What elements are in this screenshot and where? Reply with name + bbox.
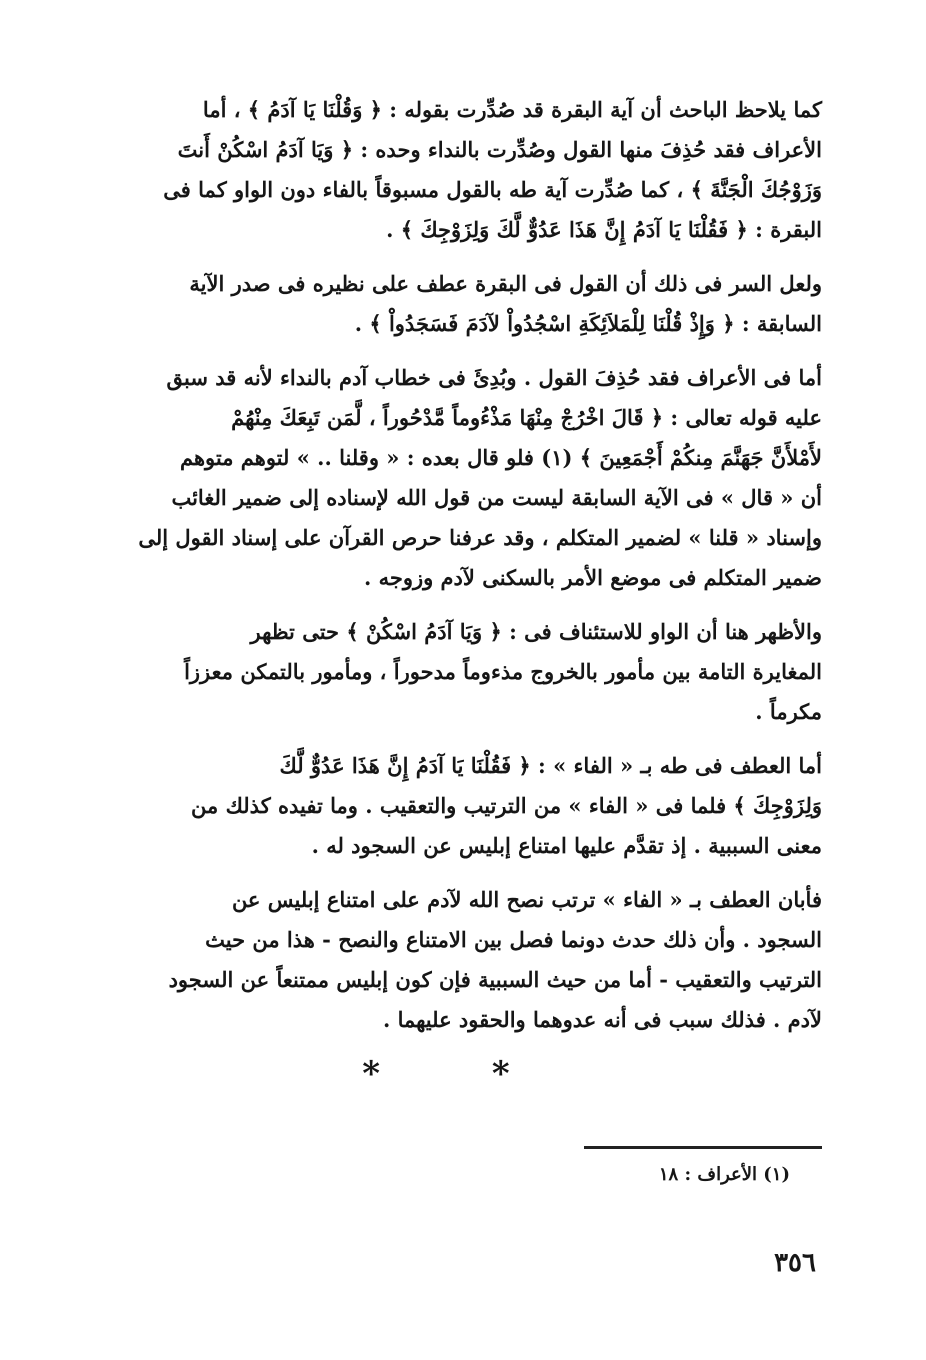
paragraph-2 xyxy=(100,264,822,344)
text-line: وَلِزَوْجِكَ ﴾ فلما فى « الفاء » من الترتيب والتعقيب . وما تفيده كذلك من xyxy=(191,793,822,818)
section-separator: * * xyxy=(362,1054,560,1094)
text-line: معنى السببية . إذ تقدَّم عليها امتناع إبليس عن السجود له . xyxy=(311,833,822,858)
text-line: لأَمْلأَنَّ جَهَنَّمَ مِنكُمْ أَجْمَعِينَ ﴾ (١) فلو قال بعده : « وقلنا .. » لتوهم متوهم xyxy=(179,445,822,470)
paragraph-5 xyxy=(100,746,822,866)
text-line: عليه قوله تعالى : ﴿ قَالَ اخْرُجْ مِنْهَا مَذْءُوماً مَّدْحُوراً ، لَّمَن تَبِعَكَ مِنْهُمْ xyxy=(231,405,822,430)
page-number: ٣٥٦ xyxy=(774,1248,816,1278)
text-line: الأعراف فقد حُذِفَ منها القول وصُدِّرت بالنداء وحده : ﴿ وَيَا آدَمُ اسْكُنْ أَنتَ xyxy=(177,137,822,162)
book-page xyxy=(100,90,822,1330)
text-line: لآدم . فذلك سبب فى أنه عدوهما والحقود عليهما . xyxy=(382,1007,822,1032)
text-line: أما فى الأعراف فقد حُذِفَ القول . وبُدِئَ فى خطاب آدم بالنداء لأنه قد سبق xyxy=(166,365,822,390)
text-line: فأبان العطف بـ « الفاء » ترتب نصح الله لآدم على امتناع إبليس عن xyxy=(231,887,822,912)
text-line: وَزَوْجُكَ الْجَنَّةَ ﴾ ، كما صُدِّرت آية طه بالقول مسبوقاً بالفاء دون الواو كما فى xyxy=(163,177,822,202)
text-line: ولعل السر فى ذلك أن القول فى البقرة عطف على نظيره فى صدر الآية xyxy=(189,271,822,296)
text-line: البقرة : ﴿ فَقُلْنَا يَا آدَمُ إِنَّ هَذَا عَدُوٌّ لَّكَ وَلِزَوْجِكَ ﴾ . xyxy=(386,217,822,242)
text-line: وإسناد « قلنا » لضمير المتكلم ، وقد عرفنا حرص القرآن على إسناد القول إلى xyxy=(138,525,822,550)
paragraph-6 xyxy=(100,880,822,1040)
text-line: أن « قال » فى الآية السابقة ليست من قول الله لإسناده إلى ضمير الغائب xyxy=(171,485,822,510)
paragraph-4 xyxy=(100,612,822,732)
text-line: كما يلاحظ الباحث أن آية البقرة قد صُدِّرت بقوله : ﴿ وَقُلْنَا يَا آدَمُ ﴾ ، أما xyxy=(202,97,822,122)
footnote: (١) الأعراف : ١٨ xyxy=(658,1164,790,1185)
text-line: والأظهر هنا أن الواو للاستئناف فى : ﴿ وَيَا آدَمُ اسْكُنْ ﴾ حتى تظهر xyxy=(250,619,822,644)
text-line: ضمير المتكلم فى موضع الأمر بالسكنى لآدم وزوجه . xyxy=(363,565,822,590)
text-line: مكرماً . xyxy=(755,699,822,724)
paragraph-3 xyxy=(100,358,822,598)
paragraph-1 xyxy=(100,90,822,250)
text-line: السجود . وأن ذلك حدث دونما فصل بين الامتناع والنصح - هذا من حيث xyxy=(205,927,822,952)
footnote-divider xyxy=(584,1146,822,1149)
text-line: السابقة : ﴿ وَإِذْ قُلْنَا لِلْمَلاَئِكَةِ اسْجُدُواْ لآدَمَ فَسَجَدُواْ ﴾ . xyxy=(354,311,822,336)
text-line: أما العطف فى طه بـ « الفاء » : ﴿ فَقُلْنَا يَا آدَمُ إِنَّ هَذَا عَدُوٌّ لَّكَ xyxy=(279,753,822,778)
text-line: الترتيب والتعقيب - أما من حيث السببية فإن كون إبليس ممتنعاً عن السجود xyxy=(168,967,822,992)
text-line: المغايرة التامة بين مأمور بالخروج مذءوماً مدحوراً ، ومأمور بالتمكن معززاً xyxy=(184,659,822,684)
